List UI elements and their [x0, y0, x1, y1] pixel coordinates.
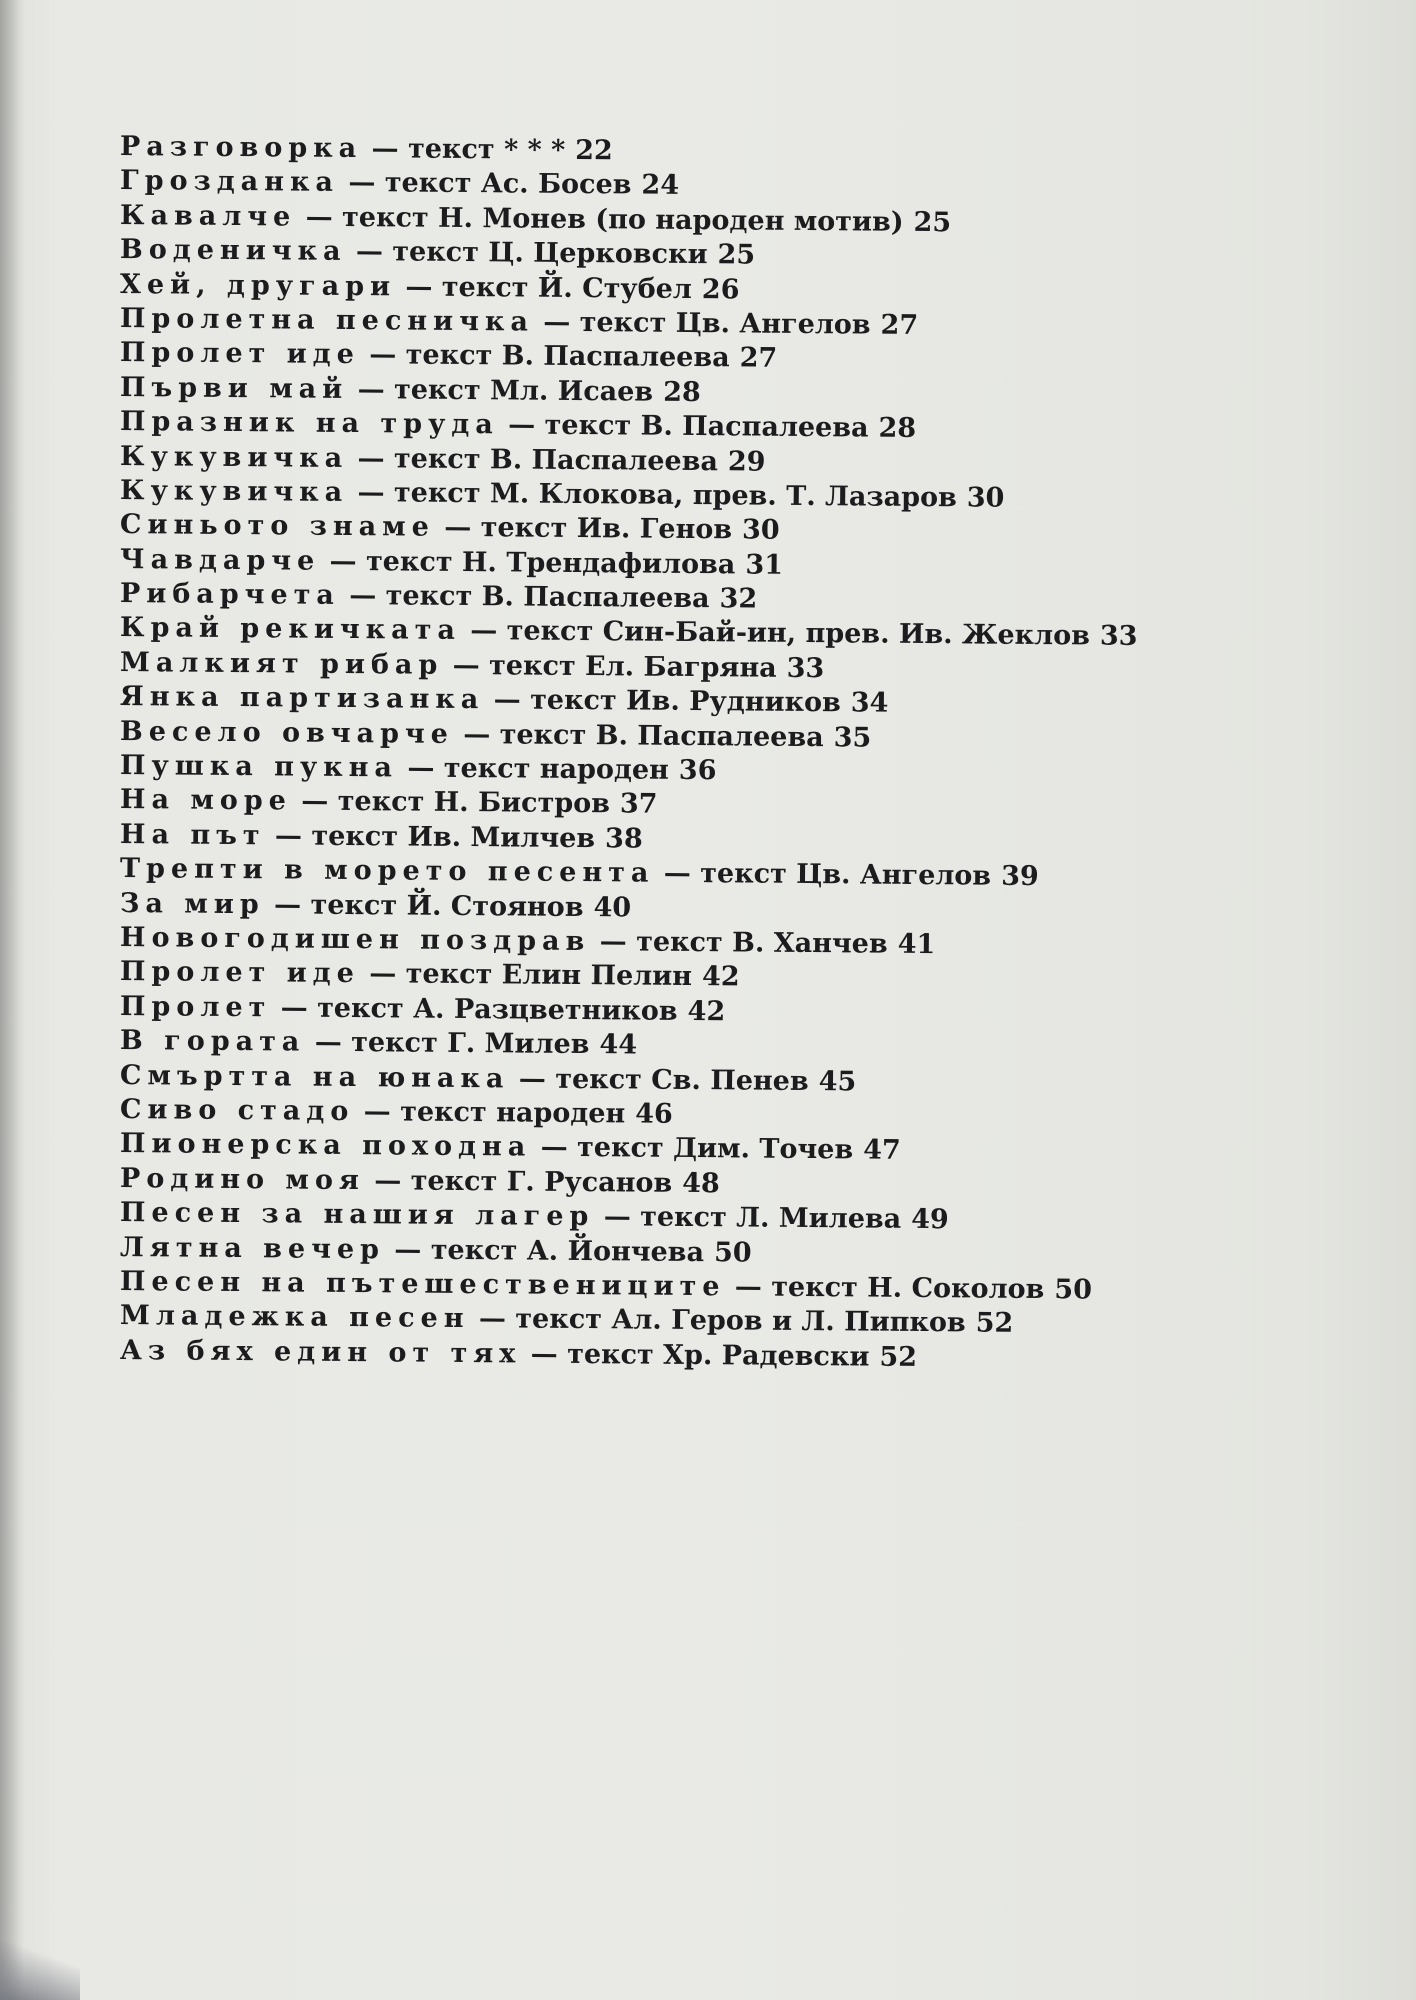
- song-title: Пролет иде: [119, 337, 361, 371]
- dash-separator: —: [384, 1233, 431, 1266]
- song-title: Кукувичка: [119, 474, 349, 508]
- lyrics-credit: текст Й. Стубел: [441, 271, 693, 305]
- page-number: 50: [713, 1236, 752, 1269]
- page-number: 42: [701, 961, 740, 993]
- dash-separator: —: [453, 718, 500, 750]
- song-title: На море: [119, 784, 293, 817]
- lyrics-credit: текст Хр. Радевски: [567, 1338, 870, 1373]
- dash-separator: —: [305, 1026, 352, 1059]
- song-title: Празник на труда: [119, 406, 499, 441]
- page-number: 30: [741, 514, 780, 547]
- lyrics-credit: текст Елин Пелин: [405, 958, 693, 993]
- dash-separator: —: [654, 857, 701, 890]
- song-title: Пролет иде: [119, 956, 361, 990]
- page-number: 47: [863, 1134, 901, 1167]
- page-number: 22: [575, 134, 613, 167]
- song-title: Кавалче: [119, 199, 297, 233]
- page-number: 39: [1001, 860, 1039, 893]
- dash-separator: —: [264, 888, 311, 921]
- lyrics-credit: текст Мл. Исаев: [393, 374, 654, 408]
- page-number: 30: [966, 482, 1005, 514]
- dash-separator: —: [460, 615, 507, 647]
- dash-separator: —: [338, 167, 385, 199]
- dash-separator: —: [434, 512, 481, 544]
- song-title: Весело овчарче: [119, 715, 455, 750]
- lyrics-credit: текст Цв. Ангелов: [579, 306, 871, 341]
- song-title: В гората: [119, 1025, 306, 1058]
- lyrics-credit: текст Ив. Рудников: [530, 684, 841, 719]
- page-number: 27: [880, 309, 919, 341]
- song-title: Янка партизанка: [119, 681, 485, 716]
- lyrics-credit: текст В. Паспалеева: [385, 580, 710, 615]
- lyrics-credit: текст В. Паспалеева: [544, 409, 869, 444]
- song-title: Пролетна песничка: [119, 302, 535, 338]
- song-title: Първи май: [119, 371, 349, 405]
- song-title: Лятна вечер: [119, 1231, 386, 1265]
- page-corner-shadow: [0, 1940, 80, 2000]
- table-of-contents: [119, 130, 1138, 1373]
- dash-separator: —: [271, 992, 318, 1024]
- lyrics-credit: текст Н. Бистров: [337, 786, 611, 820]
- page-number: 44: [599, 1029, 638, 1061]
- song-title: Грозданка: [119, 165, 340, 199]
- page-number: 28: [663, 376, 701, 408]
- song-title: Пушка пукна: [119, 750, 399, 784]
- page-number: 24: [641, 169, 680, 202]
- page-number: 41: [897, 928, 936, 961]
- dash-separator: —: [443, 649, 490, 682]
- song-title: Чавдарче: [119, 543, 321, 577]
- page-number: 40: [593, 891, 632, 924]
- song-title: Край рекичката: [119, 612, 462, 647]
- dash-separator: —: [484, 684, 531, 716]
- song-title: Разговорка: [119, 131, 363, 165]
- lyrics-credit: текст В. Паспалеева: [393, 442, 719, 477]
- dash-separator: —: [364, 1164, 411, 1197]
- page-number: 36: [678, 754, 717, 787]
- dash-separator: —: [348, 373, 395, 406]
- lyrics-credit: текст Ив. Генов: [480, 512, 733, 546]
- song-title: За мир: [119, 887, 265, 920]
- dash-separator: —: [320, 545, 367, 577]
- dash-separator: —: [594, 1201, 641, 1233]
- song-title: Хей, другари: [119, 268, 397, 302]
- page-number: 33: [1099, 621, 1138, 653]
- lyrics-credit: текст А. Разцветников: [317, 992, 678, 1027]
- song-title: Песен за нашия лагер: [119, 1197, 595, 1233]
- page-number: 34: [850, 687, 889, 719]
- lyrics-credit: текст Н. Трендафилова: [365, 545, 736, 581]
- dash-separator: —: [359, 339, 406, 371]
- lyrics-credit: текст Дим. Точев: [576, 1132, 854, 1166]
- lyrics-credit: текст Св. Пенев: [555, 1063, 809, 1097]
- lyrics-credit: текст Г. Русанов: [410, 1165, 673, 1199]
- song-title: Рибарчета: [119, 578, 341, 611]
- dash-separator: —: [395, 270, 443, 303]
- lyrics-credit: текст Н. Монев (по народен мотив): [341, 201, 904, 238]
- page-number: 25: [913, 206, 952, 239]
- dash-separator: —: [265, 820, 312, 852]
- song-title: Пролет: [119, 990, 272, 1024]
- song-title: Сиво стадо: [119, 1093, 355, 1127]
- page-number: 32: [719, 583, 758, 615]
- page-number: 49: [911, 1204, 949, 1236]
- dash-separator: —: [362, 133, 409, 165]
- page-number: 52: [975, 1307, 1014, 1340]
- page-number: 26: [701, 273, 740, 305]
- page-number: 45: [818, 1065, 857, 1097]
- page-number: 29: [727, 445, 766, 478]
- lyrics-credit: текст * * *: [407, 133, 566, 166]
- dash-separator: —: [533, 306, 580, 338]
- lyrics-credit: текст народен: [443, 752, 669, 786]
- lyrics-credit: текст Ц. Церковски: [392, 236, 708, 271]
- page-number: 27: [739, 342, 778, 375]
- lyrics-credit: текст Ив. Милчев: [311, 820, 596, 854]
- dash-separator: —: [521, 1338, 568, 1370]
- page-number: 50: [1054, 1274, 1093, 1306]
- page-number: 37: [619, 788, 658, 821]
- dash-separator: —: [725, 1271, 772, 1303]
- dash-separator: —: [359, 958, 406, 990]
- song-title: Песен на пътешествениците: [119, 1265, 726, 1303]
- lyrics-credit: текст М. Клокова, прев. Т. Лазаров: [393, 477, 957, 514]
- lyrics-credit: текст народен: [400, 1096, 626, 1130]
- lyrics-credit: текст Г. Милев: [351, 1027, 590, 1061]
- song-title: Кукувичка: [119, 440, 349, 474]
- dash-separator: —: [346, 236, 393, 268]
- page-number: 25: [717, 239, 756, 271]
- page-number: 42: [687, 995, 726, 1028]
- song-title: Воденичка: [119, 234, 347, 268]
- song-title: Новогодишен поздрав: [119, 921, 591, 958]
- song-title: На път: [119, 818, 266, 852]
- lyrics-credit: текст Й. Стоянов: [310, 889, 584, 923]
- lyrics-credit: текст Ел. Багряна: [488, 650, 777, 684]
- page-number: 33: [786, 652, 825, 685]
- lyrics-credit: текст В. Паспалеева: [405, 339, 730, 374]
- song-title: Трепти в морето песента: [119, 853, 655, 889]
- dash-separator: —: [348, 476, 395, 509]
- dash-separator: —: [339, 579, 386, 612]
- dash-separator: —: [291, 785, 338, 818]
- dash-separator: —: [590, 926, 637, 958]
- lyrics-credit: текст В. Паспалеева: [499, 718, 824, 753]
- dash-separator: —: [498, 409, 545, 441]
- dash-separator: —: [531, 1131, 578, 1164]
- dash-separator: —: [469, 1303, 516, 1335]
- lyrics-credit: текст Ас. Босев: [384, 167, 632, 201]
- dash-separator: —: [354, 1095, 401, 1128]
- lyrics-credit: текст В. Ханчев: [636, 926, 888, 960]
- lyrics-credit: текст Цв. Ангелов: [700, 858, 992, 892]
- lyrics-credit: текст А. Йончева: [430, 1234, 705, 1268]
- spine-shadow: [0, 0, 24, 2000]
- dash-separator: —: [397, 752, 444, 784]
- page-number: 35: [833, 721, 872, 754]
- page-number: 52: [879, 1341, 918, 1373]
- song-title: Родино моя: [119, 1162, 366, 1196]
- lyrics-credit: текст Л. Милева: [640, 1201, 902, 1235]
- lyrics-credit: текст Син-Бай-ин, прев. Ив. Жеклов: [506, 615, 1091, 652]
- lyrics-credit: текст Н. Соколов: [771, 1271, 1045, 1305]
- page-number: 46: [635, 1098, 673, 1130]
- dash-separator: —: [509, 1062, 556, 1095]
- lyrics-credit: текст Ал. Геров и Л. Пипков: [515, 1303, 966, 1339]
- page-number: 28: [878, 412, 917, 445]
- page-number: 31: [745, 549, 784, 581]
- song-title: Пионерска походна: [119, 1128, 532, 1163]
- song-title: Синьото знаме: [119, 509, 436, 544]
- song-title: Смъртта на юнака: [119, 1059, 510, 1094]
- dash-separator: —: [348, 442, 395, 474]
- song-title: Аз бях един от тях: [119, 1334, 522, 1370]
- song-title: Младежка песен: [119, 1300, 470, 1335]
- page-number: 38: [604, 823, 643, 855]
- dash-separator: —: [296, 201, 343, 233]
- song-title: Малкият рибар: [119, 646, 444, 681]
- page-number: 48: [682, 1167, 720, 1199]
